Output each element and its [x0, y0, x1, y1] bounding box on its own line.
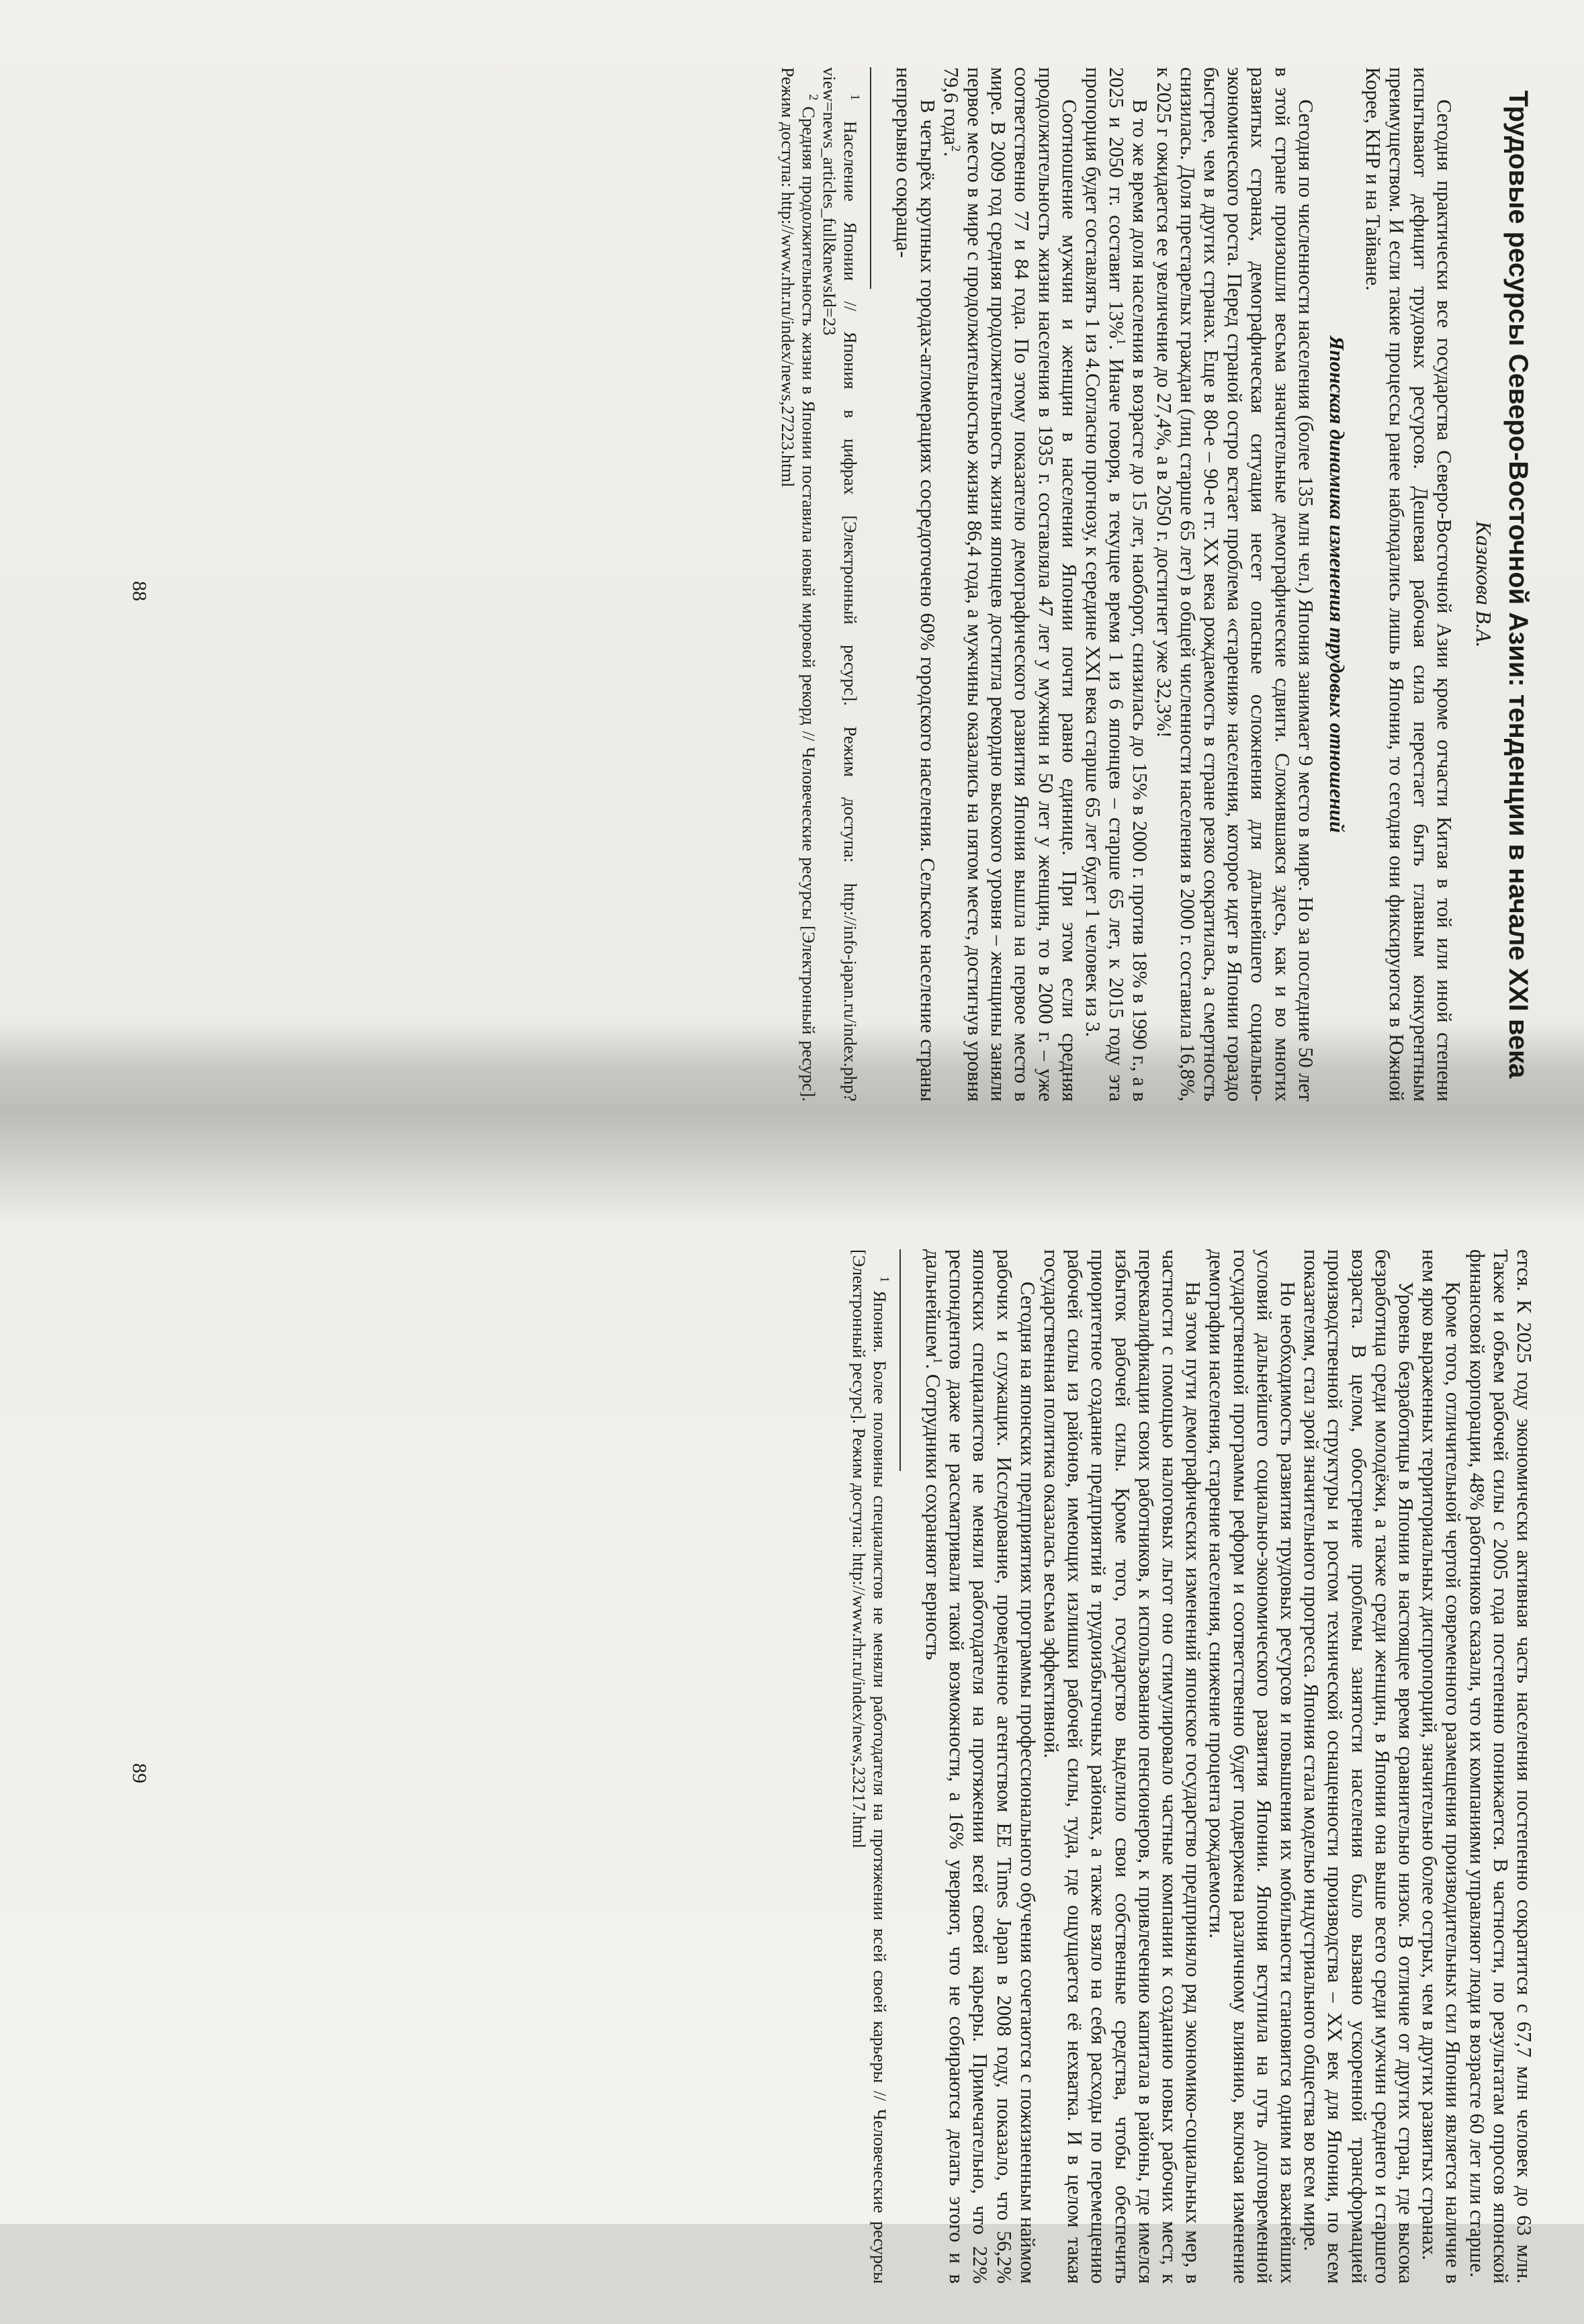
- footnote: [819, 67, 861, 1102]
- footnote-number: 1: [847, 94, 862, 101]
- footnote-text: Япония. Более половины специалистов не меняли работодателя на протяжении всей своей карьеры // Человеческие ресурсы [Электронный ресурс]. Режим доступа: http://www.rhr.ru/index/news,23217.html: [848, 1249, 890, 2284]
- footnote-number: 2: [805, 94, 820, 101]
- footnote-divider: [870, 67, 871, 289]
- page-88: [74, 40, 1552, 1142]
- footnote-number: 1: [877, 1276, 891, 1283]
- paragraph: [921, 1249, 1039, 2284]
- paragraph: ется. К 2025 году экономически активная часть населения постепенно сократится с 67,7 млн человек до 63 млн. Также и объем рабочей силы с 2005 года постепенно понижается. В частности, по результатам опросов японской финансовой корпорации, 48% работников сказали, что их компаниями управляют люди в возрасте 60 лет или старше.: [1465, 1249, 1536, 2284]
- paragraph: [1081, 67, 1152, 1102]
- text-run: . Сотрудники сохраняют верность: [921, 1364, 944, 1660]
- page-89: [74, 1222, 1552, 2324]
- paragraph: Кроме того, отличительной чертой современного размещения производительных сил Японии является наличие в нем ярко выраженных территориальных диспропорций, значительно более острых, чем в других развитых странах.: [1418, 1249, 1465, 2284]
- footnote-ref: 2: [948, 145, 963, 152]
- paragraph: На этом пути демографических изменений японское государство предприняло ряд экономико-социальных мер, в частности с помощью налоговых льгот оно стимулировало частные компании к созданию новых рабочих мест, к переквалификации своих работников, к использованию пенсионеров, к привлечению капитала в районы, где имелся избыток рабочей силы. Кроме того, государство выделило свои собственные средства, чтобы обеспечить приоритетное создание предприятий в трудоизбыточных районах, а также взяло на себя расходы по перемещению рабочей силы из районов, имеющих излишки рабочей силы, туда, где ощущается её нехватка. И в целом такая государственная политика оказалась весьма эффективной.: [1039, 1249, 1205, 2284]
- text-run: Соотношение мужчин и женщин в населении Японии почти равно единице. При этом если средняя продолжительность жизни населения в 1935 г. составляла 47 лет у мужчин и 50 лет у женщин, то в 2000 г. – уже соответственно 77 и 84 года. По этому показателю демографического развития Япония вышла на первое место в мире. В 2009 год средняя продолжительность жизни японцев достигла рекордно высокого уровня – женщины заняли первое место в мире с продолжительностью жизни 86,4 года, а мужчины оказались на пятом месте, достигнув уровня 79,6 года: [939, 67, 1081, 1102]
- footnote-ref: 1: [1114, 338, 1129, 345]
- text-run: Сегодня на японских предприятиях программы профессионального обучения сочетаются с пожизненным наймом рабочих и служащих. Исследование, проведенное агентством EE Times Japan в 2008 году, показало, что 56,2% японских специалистов не меняли работодателя на протяжении всей своей карьеры. Примечательно, что 22% респондентов даже не рассматривали такой возможности, а 16% уверяют, что не собираются делать этого и в дальнейшем: [921, 1249, 1039, 2284]
- footnote: [777, 67, 819, 1102]
- footnote-ref: 1: [930, 1357, 945, 1364]
- text-run: В то же время доля населения в возрасте до 15 лет, наоборот, снизилась до 15% в 2000 г. против 18% в 1990 г., а в 2025 и 2050 гг. составит 13%: [1105, 67, 1152, 1102]
- article-title: Трудовые ресурсы Северо-Восточной Азии: тенденции в начале XXI века: [1503, 90, 1533, 1079]
- page-number: 89: [128, 1763, 151, 1783]
- paragraph: Сегодня по численности населения (более 135 млн чел.) Япония занимает 9 место в мире. Но за последние 50 лет в этой стране произошли весьма значительные демографические сдвиги. Сложившаяся здесь, как и во многих развитых странах, демографическая ситуация несет опасные осложнения для дальнейшего социально-экономического роста. Перед страной остро встает проблема «старения» населения, которое идет в Японии гораздо быстрее, чем в других странах. Еще в 80-е – 90-е гг. XX века рождаемость в стране резко сократилась, а смертность снизилась. Доля престарелых граждан (лиц старше 65 лет) в общей численности населения в 2000 г. составила 16,8%, к 2025 г ожидается ее увеличение до 27,4%, а в 2050 г. достигнет уже 32,3%!: [1152, 67, 1317, 1102]
- text-run: . Иначе говоря, в текущее время 1 из 6 японцев – старше 65 лет, к 2015 году эта пропорция будет составлять 1 из 4.Согласно прогнозу, к середине XXI века старше 65 лет будет 1 человек из 3.: [1081, 67, 1129, 1102]
- paragraph: В четырёх крупных городах-агломерациях сосредоточено 60% городского населения. Сельское население страны непрерывно сокраща-: [892, 67, 939, 1102]
- paragraph: [939, 67, 1081, 1102]
- footnote-text: Население Японии // Япония в цифрах [Электронный ресурс]. Режим доступа: http://info-japan.ru/index.php?view=news_articles_full&newsId=23: [820, 67, 861, 1102]
- author-name: Казакова В.А.: [1472, 521, 1496, 648]
- footnote-divider: [899, 1249, 901, 1471]
- text-run: .: [939, 151, 963, 157]
- page-number: 88: [128, 581, 151, 601]
- footnote: [848, 1249, 890, 2284]
- footnote-text: Средняя продолжительность жизни в Японии поставила новый мировой рекорд // Человеческие ресурсы [Электронный ресурс]. Режим доступа: http://www.rhr.ru/index/news,27223.html: [778, 67, 820, 1102]
- intro-paragraph: Сегодня практически все государства Северо-Восточной Азии кроме отчасти Китая в той или иной степени испытывают дефицит трудовых ресурсов. Дешевая рабочая сила перестает быть главным конкурентным преимуществом. И если такие процессы ранее наблюдались лишь в Японии, то сегодня они фиксируются в Южной Корее, КНР и на Тайване.: [1362, 67, 1456, 1102]
- paragraph: Уровень безработицы в Японии в настоящее время сравнительно низок. В отличие от других стран, где высока безработица среди молодёжи, а также среди женщин, в Японии она выше всего среди мужчин среднего и старшего возраста. В целом, обострение проблемы занятости населения было вызвано ускоренной трансформацией производственной структуры и ростом технической оснащенности производства – XX век для Японии, по всем показателям, стал эрой значительного прогресса. Япония стала моделью индустриального общества во всем мире.: [1300, 1249, 1417, 2284]
- section-heading: Японская динамика изменения трудовых отношений: [1325, 336, 1349, 833]
- paragraph: Но необходимость развития трудовых ресурсов и повышения их мобильности становится одним из важнейших условий дальнейшего социально-экономического развития Японии. Япония вступила на путь долговременной государственной программы реформ и соответственно будет подвержена различному влиянию, включая изменение демографии населения, старение населения, снижение процента рождаемости.: [1205, 1249, 1299, 2284]
